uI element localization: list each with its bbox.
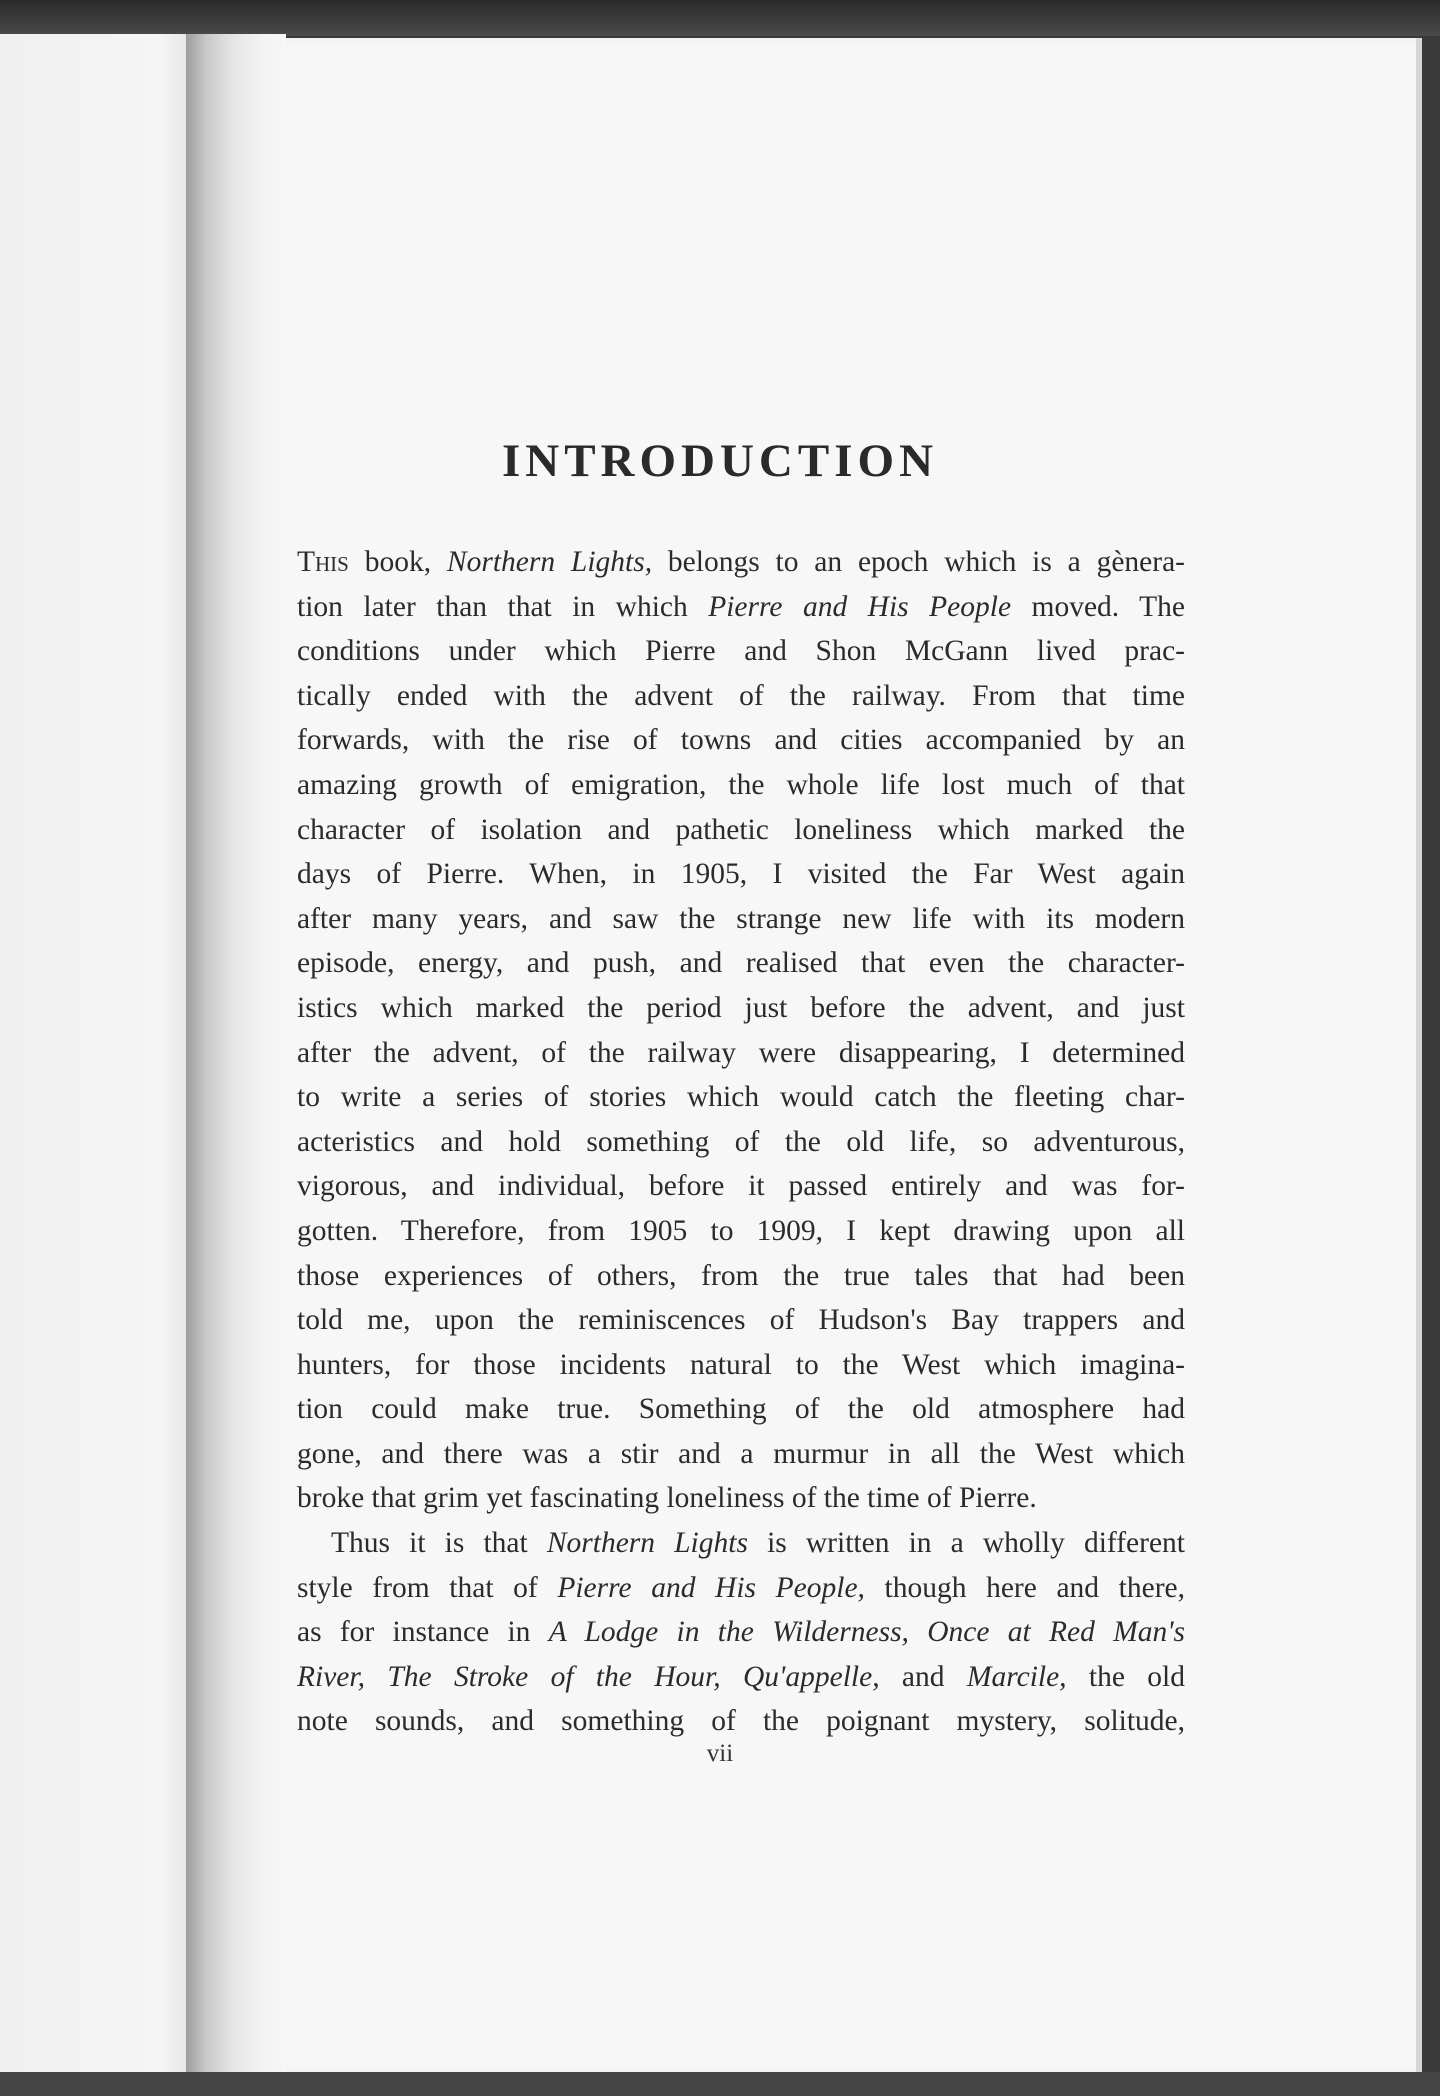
text-line [297,1566,1185,1611]
text-line: forwards, with the rise of towns and cities accompanied by an [297,724,1185,757]
text-line: to write a series of stories which would catch the fleeting char- [297,1081,1185,1114]
text-line: episode, energy, and push, and realised that even the character- [297,947,1185,980]
scan-bottom-edge [0,2072,1440,2096]
text-span: moved. The [1011,590,1185,623]
text-line: acteristics and hold something of the old life, so adventurous, [297,1125,1185,1158]
text-line: conditions under which Pierre and Shon McGann lived prac- [297,635,1185,668]
body-text [297,540,1185,1744]
text-line: gotten. Therefore, from 1905 to 1909, I kept drawing upon all [297,1214,1185,1247]
italic-title: Northern Lights [546,1527,748,1560]
page-number: vii [706,1740,734,1767]
text-line: gone, and there was a stir and a murmur in all the West which [297,1437,1185,1470]
italic-title: A Lodge in the Wilderness, Once at Red Man's [548,1616,1185,1649]
paragraph-2 [297,1521,1185,1744]
text-line: note sounds, and something of the poignant mystery, solitude, [297,1705,1185,1738]
text-span: the old [1066,1660,1186,1693]
text-line [297,585,1185,630]
left-page-edge [0,34,188,2076]
text-line: broke that grim yet fascinating loneliness of the time of Pierre. [297,1482,1037,1515]
text-line: after many years, and saw the strange new life with its modern [297,902,1185,935]
text-line: amazing growth of emigration, the whole life lost much of that [297,768,1185,801]
text-span: and [879,1660,967,1693]
italic-title: Marcile, [966,1660,1067,1693]
page-gutter-shadow [186,34,286,2076]
text-line: tically ended with the advent of the railway. From that time [297,679,1185,712]
text-span: belongs to an epoch which is a gènera- [652,546,1186,578]
text-span: Thus it is that [331,1527,547,1560]
text-line: those experiences of others, from the true tales that had been [297,1259,1185,1292]
text-line [297,540,1185,585]
italic-title: Pierre and His People [708,590,1012,623]
scan-top-edge [0,0,1440,36]
text-line: days of Pierre. When, in 1905, I visited the Far West again [297,858,1185,891]
text-line: told me, upon the reminiscences of Hudson's Bay trappers and [297,1304,1185,1337]
text-span: is written in a wholly different [747,1527,1185,1560]
text-line: istics which marked the period just before the advent, and just [297,991,1185,1024]
paragraph-1 [297,540,1185,1521]
text-span: style from that of [297,1571,558,1604]
text-line: after the advent, of the railway were disappearing, I determined [297,1036,1185,1069]
text-line: tion could make true. Something of the old atmosphere had [297,1393,1185,1426]
text-line: character of isolation and pathetic loneliness which marked the [297,813,1185,846]
drop-smallcaps-word: This [297,546,349,578]
text-line: vigorous, and individual, before it passed entirely and was for- [297,1170,1185,1203]
text-line [297,1610,1185,1655]
page-title: INTRODUCTION [501,435,939,487]
text-span: book, [348,546,447,578]
text-span: as for instance in [297,1616,549,1649]
text-line: hunters, for those incidents natural to the West which imagina- [297,1348,1185,1381]
text-line [297,1521,1185,1566]
italic-title: Northern Lights, [446,546,653,578]
text-span: tion later than that in which [297,590,709,623]
italic-title: Pierre and His People, [557,1571,865,1604]
text-line [297,1655,1185,1700]
text-span: though here and there, [864,1571,1185,1604]
italic-title: River, The Stroke of the Hour, Qu'appelle, [297,1660,880,1693]
